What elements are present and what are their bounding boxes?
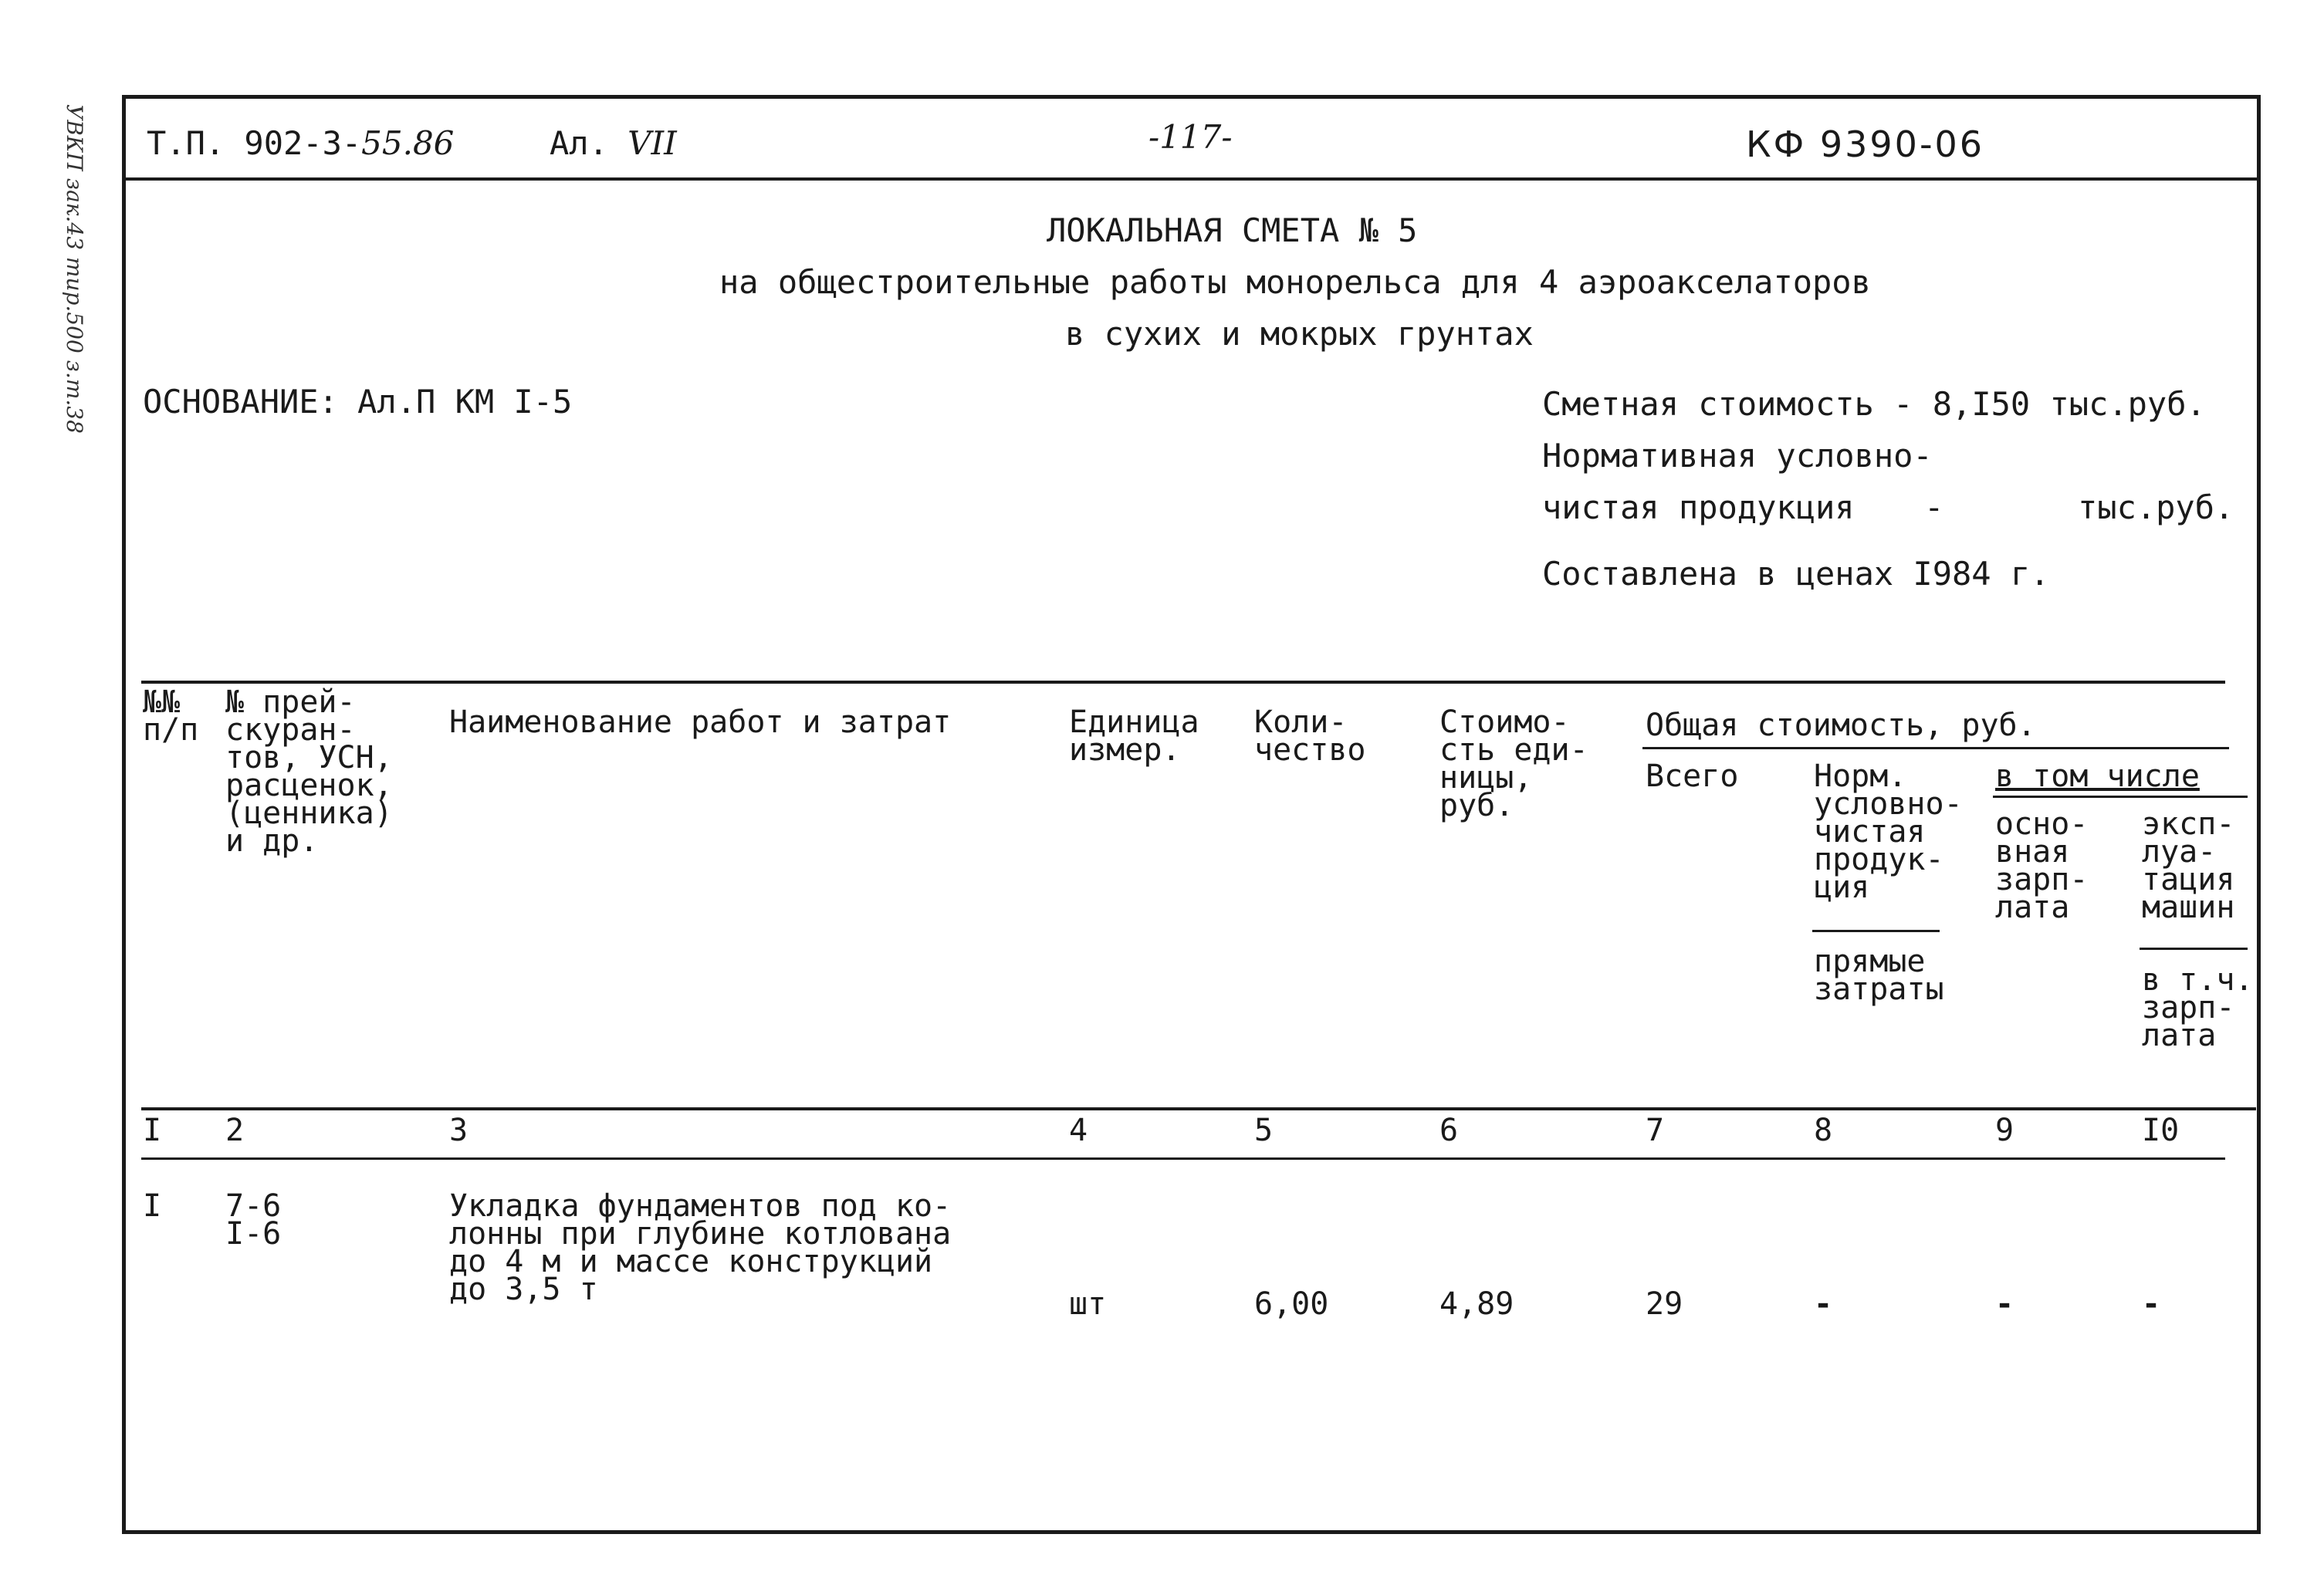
header-price-list: № прей- скуран- тов, УСН, расценок, (ценника) и др.	[225, 684, 393, 859]
header-direct-costs: прямые затраты	[1814, 944, 1944, 1007]
col-number-2: 2	[225, 1113, 245, 1148]
col-number-7: 7	[1646, 1113, 1665, 1148]
frame-left	[122, 95, 126, 1534]
normative-label: Нормативная условно-	[1542, 437, 1933, 475]
header-quantity: Коли- чество	[1254, 705, 1366, 768]
row-work-name: Укладка фундаментов под ко- лонны при глубине котлована до 4 м и массе конструкций до 3,5 т	[449, 1188, 952, 1307]
col-number-5: 5	[1254, 1113, 1274, 1148]
col-number-1: I	[143, 1113, 162, 1148]
row-norm-product: -	[1814, 1286, 1833, 1322]
project-code: Т.П. 902-3-55.86	[147, 124, 455, 162]
group-rule	[1642, 747, 2229, 749]
row-total: 29	[1646, 1286, 1683, 1322]
frame-right	[2257, 95, 2261, 1534]
estimate-subtitle-2: в сухих и мокрых грунтах	[1065, 315, 1534, 353]
estimate-subtitle: на общестроительные работы монорельса для 4 аэроакселаторов	[719, 263, 1871, 301]
header-machine-wage: в т.ч. зарп- лата	[2142, 962, 2254, 1053]
frame-bottom	[122, 1530, 2260, 1534]
col-number-6: 6	[1439, 1113, 1459, 1148]
price-year: Составлена в ценах I984 г.	[1542, 555, 2050, 593]
row-quantity: 6,00	[1254, 1286, 1329, 1322]
header-including: в том числе	[1995, 759, 2200, 794]
col-number-10: I0	[2142, 1113, 2180, 1148]
row-number: I	[143, 1188, 162, 1224]
estimated-cost: Сметная стоимость - 8,I50 тыс.руб.	[1542, 385, 2206, 423]
row-unit: шт	[1069, 1286, 1107, 1322]
norm-split-rule	[1812, 930, 1940, 932]
page-number: -117-	[1148, 118, 1233, 156]
header-divider	[122, 177, 2260, 181]
album-number: Ал. VII	[550, 124, 677, 162]
normative-unit: тыс.руб.	[2078, 488, 2234, 526]
colnum-top-rule	[141, 1107, 2256, 1110]
header-machine-operation: эксп- луа- тация машин	[2142, 806, 2235, 925]
header-base-wage: осно- вная зарп- лата	[1995, 806, 2089, 925]
row-base-wage: -	[1995, 1286, 2014, 1322]
frame-top	[122, 95, 2260, 99]
row-unit-cost: 4,89	[1439, 1286, 1514, 1322]
margin-stamp: УВКП зак.43 тир.500 з.т.38	[62, 104, 87, 434]
estimate-title: ЛОКАЛЬНАЯ СМЕТА № 5	[1047, 211, 1418, 249]
header-total-cost-group: Общая стоимость, руб.	[1646, 708, 2036, 743]
header-work-name: Наименование работ и затрат	[449, 705, 952, 740]
header-unit-cost: Стоимо- сть еди- ницы, руб.	[1439, 705, 1588, 823]
table-top-rule	[141, 681, 2225, 684]
header-norm-product: Норм. условно- чистая продук- ция	[1814, 759, 1963, 905]
header-unit: Единица измер.	[1069, 705, 1199, 768]
header-total: Всего	[1646, 759, 1739, 794]
machines-split-rule	[2140, 948, 2248, 950]
col-number-9: 9	[1995, 1113, 2014, 1148]
incl-rule	[1993, 796, 2248, 798]
normative-product: чистая продукция -	[1542, 488, 1944, 526]
col-number-4: 4	[1069, 1113, 1088, 1148]
col-number-3: 3	[449, 1113, 469, 1148]
basis: ОСНОВАНИЕ: Ал.П КМ I-5	[143, 383, 573, 421]
colnum-bottom-rule	[141, 1157, 2225, 1160]
document-code: КФ 9390-06	[1746, 123, 1985, 165]
row-machines: -	[2142, 1286, 2161, 1322]
col-number-8: 8	[1814, 1113, 1833, 1148]
row-price-code: 7-6 I-6	[225, 1188, 282, 1252]
header-number: №№ п/п	[143, 684, 199, 748]
